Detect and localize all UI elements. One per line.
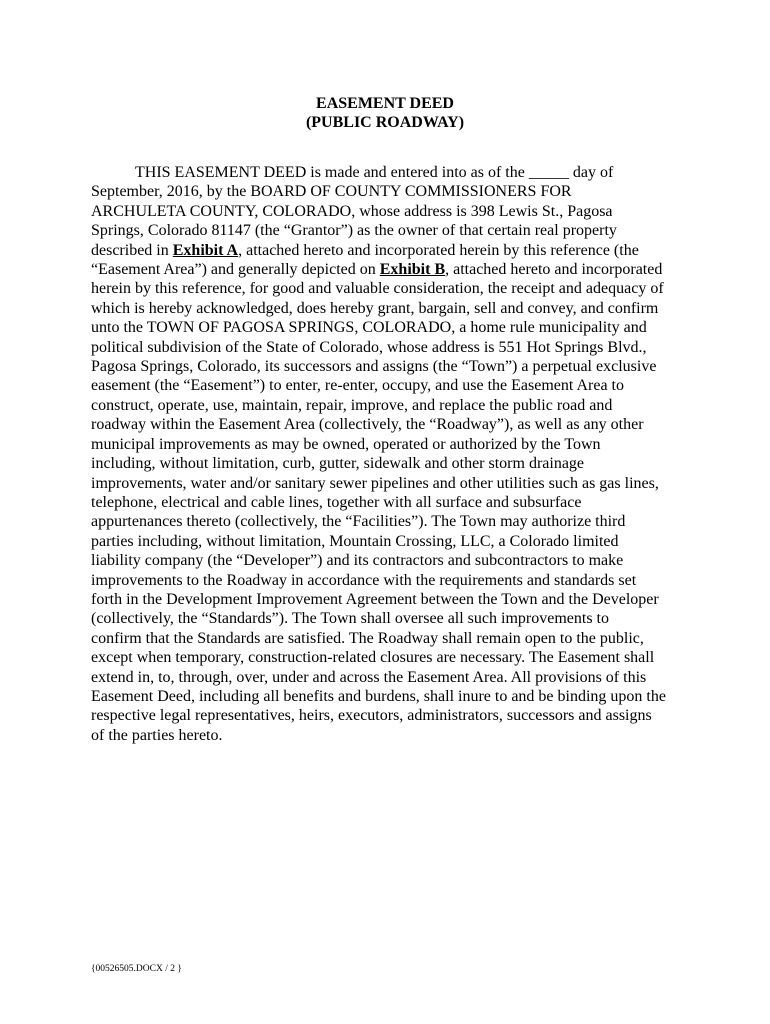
line-text: political subdivision of the State of Colorado, whose address is 551 Hot Springs Blvd., — [91, 338, 647, 356]
line-text: forth in the Development Improvement Agreement between the Town and the Developer — [91, 590, 659, 608]
line-text: September, 2016, by the BOARD OF COUNTY COMMISSIONERS FOR — [91, 183, 572, 201]
paragraph-line — [91, 182, 691, 201]
easement-paragraph — [91, 163, 691, 745]
paragraph-line — [91, 726, 691, 745]
line-text: described in — [91, 241, 173, 259]
line-text: construct, operate, use, maintain, repair, improve, and replace the public road and — [91, 396, 613, 414]
document-title-block — [0, 94, 770, 132]
paragraph-line — [91, 221, 691, 240]
line-text: except when temporary, construction-related closures are necessary. The Easement shall — [91, 649, 655, 667]
paragraph-line — [91, 687, 691, 706]
line-text: , attached hereto and incorporated herein by this reference (the — [238, 241, 639, 259]
paragraph-line — [91, 590, 691, 609]
line-text: Springs, Colorado 81147 (the “Grantor”) as the owner of that certain real property — [91, 222, 617, 240]
exhibit-a-reference: Exhibit A — [172, 241, 239, 259]
line-text: ARCHULETA COUNTY, COLORADO, whose address is 398 Lewis St., Pagosa — [91, 202, 613, 220]
line-text: respective legal representatives, heirs, executors, administrators, successors and assigns — [91, 707, 652, 725]
paragraph-line — [91, 706, 691, 725]
line-text: municipal improvements as may be owned, operated or authorized by the Town — [91, 435, 601, 453]
paragraph-line — [91, 202, 691, 221]
line-text: “Easement Area”) and generally depicted on — [91, 261, 380, 279]
line-text: which is hereby acknowledged, does hereby grant, bargain, sell and convey, and confirm — [91, 299, 659, 317]
line-text: THIS EASEMENT DEED is made and entered into as of the _____ day of — [135, 164, 614, 181]
paragraph-line — [91, 512, 691, 531]
line-text: extend in, to, through, over, under and across the Easement Area. All provisions of this — [91, 668, 647, 686]
paragraph-line — [91, 571, 691, 590]
paragraph-line — [91, 318, 691, 337]
line-text: parties including, without limitation, Mountain Crossing, LLC, a Colorado limited — [91, 532, 619, 550]
paragraph-line — [91, 338, 691, 357]
line-text: confirm that the Standards are satisfied. The Roadway shall remain open to the public, — [91, 629, 644, 647]
line-text: liability company (the “Developer”) and its contractors and subcontractors to make — [91, 552, 624, 570]
paragraph-line — [91, 474, 691, 493]
paragraph-line — [91, 435, 691, 454]
paragraph-line — [91, 668, 691, 687]
paragraph-line — [91, 648, 691, 667]
paragraph-line — [91, 551, 691, 570]
line-text: Pagosa Springs, Colorado, its successors and assigns (the “Town”) a perpetual exclusive — [91, 358, 657, 376]
line-text: of the parties hereto. — [91, 726, 223, 744]
exhibit-b-reference: Exhibit B — [379, 261, 446, 279]
paragraph-line — [91, 454, 691, 473]
document-footer-id: {00526505.DOCX / 2 } — [91, 964, 182, 974]
paragraph-line — [91, 415, 691, 434]
line-text: including, without limitation, curb, gutter, sidewalk and other storm drainage — [91, 455, 585, 473]
paragraph-line — [91, 396, 691, 415]
paragraph-line — [91, 241, 691, 260]
paragraph-line — [91, 493, 691, 512]
line-text: unto the TOWN OF PAGOSA SPRINGS, COLORADO, a home rule municipality and — [91, 319, 647, 337]
line-text: Easement Deed, including all benefits and burdens, shall inure to and be binding upon the — [91, 687, 666, 705]
line-text: , attached hereto and incorporated — [445, 261, 663, 279]
line-text: roadway within the Easement Area (collectively, the “Roadway”), as well as any other — [91, 416, 644, 434]
line-text: appurtenances thereto (collectively, the “Facilities”). The Town may authorize third — [91, 513, 626, 531]
paragraph-line — [91, 357, 691, 376]
paragraph-line — [91, 629, 691, 648]
line-text: herein by this reference, for good and valuable consideration, the receipt and adequacy of — [91, 280, 664, 298]
line-text: improvements, water and/or sanitary sewer pipelines and other utilities such as gas lines, — [91, 474, 659, 492]
paragraph-line — [91, 609, 691, 628]
paragraph-line — [91, 376, 691, 395]
paragraph-line — [91, 163, 691, 182]
paragraph-line — [91, 260, 691, 279]
document-subtitle: (PUBLIC ROADWAY) — [305, 114, 465, 131]
paragraph-line — [91, 279, 691, 298]
line-text: easement (the “Easement”) to enter, re-enter, occupy, and use the Easement Area to — [91, 377, 624, 395]
document-title: EASEMENT DEED — [316, 95, 454, 112]
line-text: telephone, electrical and cable lines, together with all surface and subsurface — [91, 493, 582, 511]
paragraph-line — [91, 532, 691, 551]
line-text: improvements to the Roadway in accordance with the requirements and standards set — [91, 571, 637, 589]
paragraph-line — [91, 299, 691, 318]
line-text: (collectively, the “Standards”). The Town shall oversee all such improvements to — [91, 610, 609, 628]
